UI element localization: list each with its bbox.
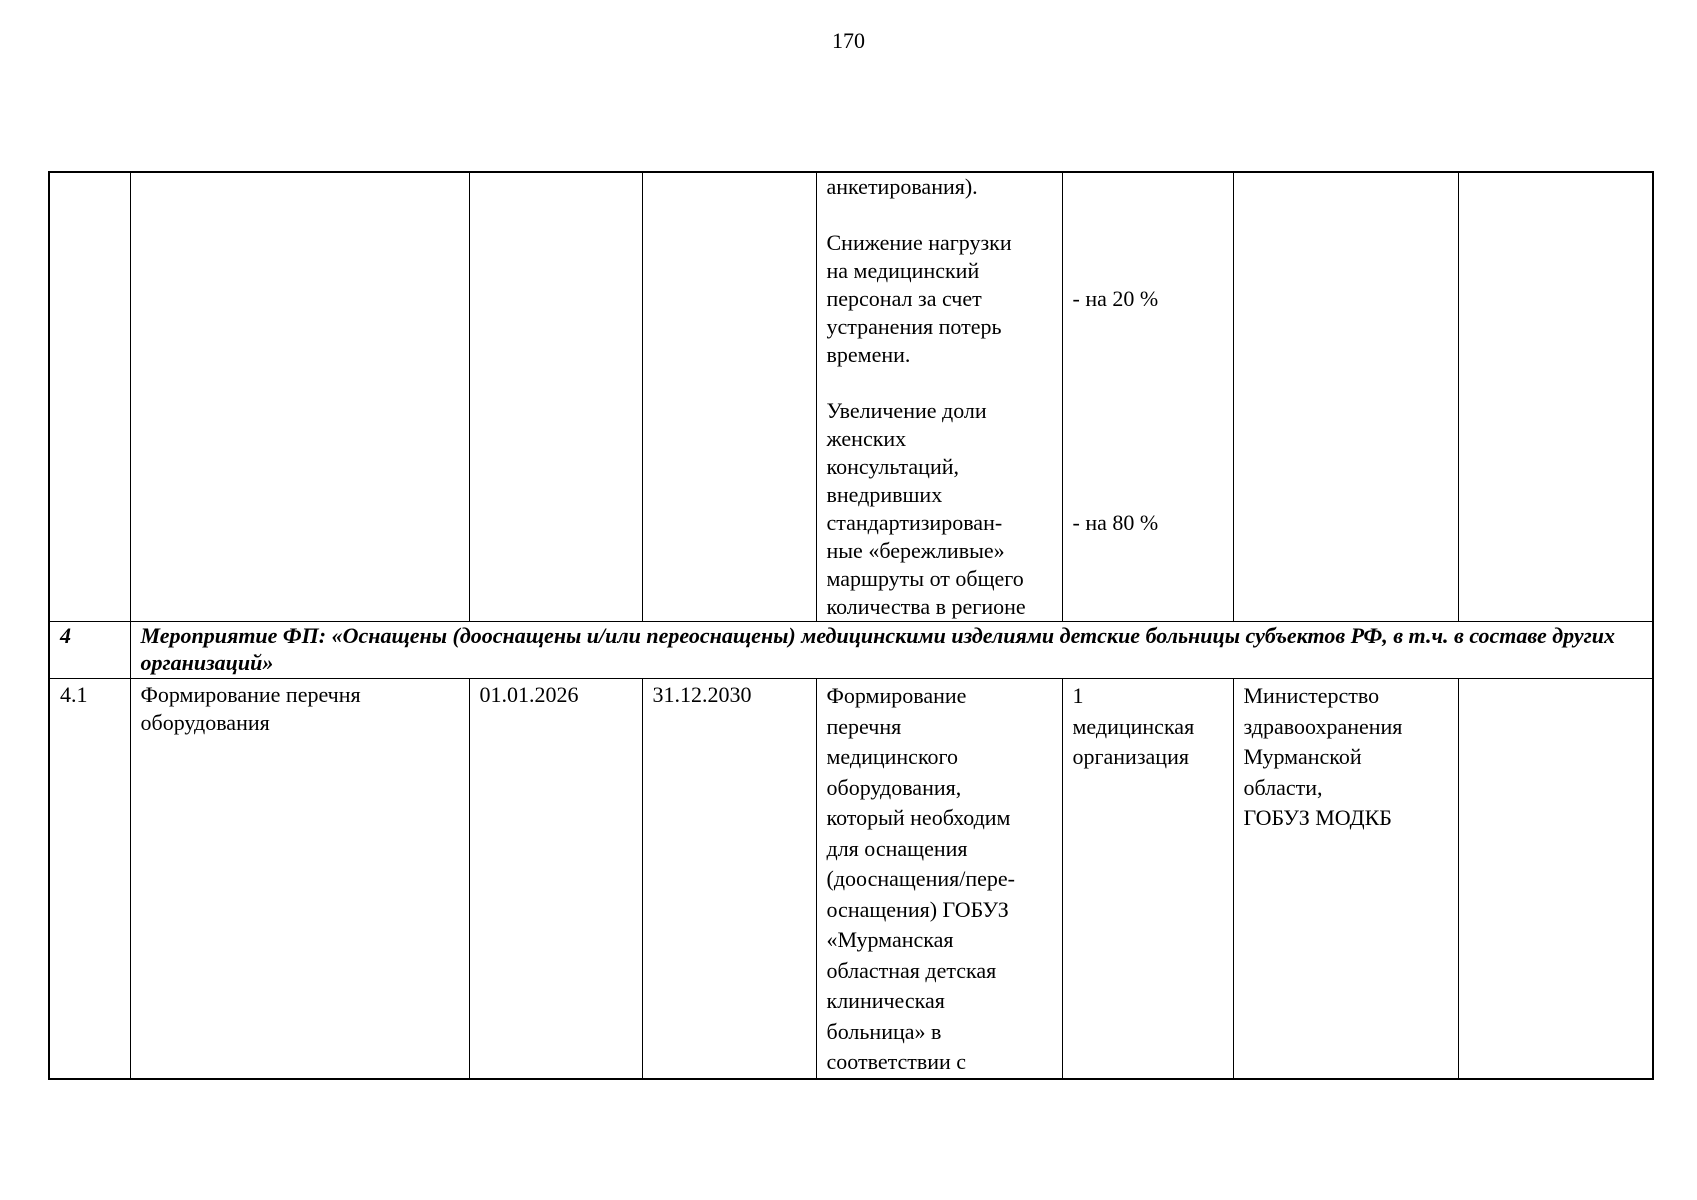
cell-indicators <box>816 172 1062 622</box>
indicator-tail: анкетирования). <box>826 174 978 199</box>
section-title: Мероприятие ФП: «Оснащены (дооснащены и/или переоснащены) медицинскими изделиями детские больницы субъектов РФ, в т.ч. в составе других организаций» <box>130 622 1653 679</box>
row-value: 1 медицинская организация <box>1062 679 1233 1079</box>
indicator-3: Увеличение доли женских консультаций, внедривших стандартизирован- ные «бережливые» маршруты от общего количества в регионе <box>826 398 1026 619</box>
cell-note <box>1458 172 1653 622</box>
value-2: - на 20 % <box>1072 286 1159 311</box>
cell-name <box>130 172 469 622</box>
row-result: Формирование перечня медицинского оборудования, который необходим для оснащения (дооснащения/пере- оснащения) ГОБУЗ «Мурманская областная детская клиническая больница» в соответствии с <box>816 679 1062 1079</box>
cell-values <box>1062 172 1233 622</box>
row-name: Формирование перечня оборудования <box>130 679 469 1079</box>
measures-table <box>48 171 1654 1080</box>
row-start-date: 01.01.2026 <box>469 679 642 1079</box>
value-3: - на 80 % <box>1072 510 1159 535</box>
cell-end-date <box>642 172 816 622</box>
row-responsible: Министерство здравоохранения Мурманской области, ГОБУЗ МОДКБ <box>1233 679 1458 1079</box>
continuation-row <box>49 172 1653 622</box>
indicator-2: Снижение нагрузки на медицинский персонал за счет устранения потерь времени. <box>826 230 1012 367</box>
cell-responsible <box>1233 172 1458 622</box>
section-row <box>49 622 1653 679</box>
cell-number <box>49 172 130 622</box>
row-note <box>1458 679 1653 1079</box>
cell-start-date <box>469 172 642 622</box>
row-end-date: 31.12.2030 <box>642 679 816 1079</box>
section-number: 4 <box>49 622 130 679</box>
row-number: 4.1 <box>49 679 130 1079</box>
table-row <box>49 679 1653 1079</box>
page-number: 170 <box>832 28 865 53</box>
